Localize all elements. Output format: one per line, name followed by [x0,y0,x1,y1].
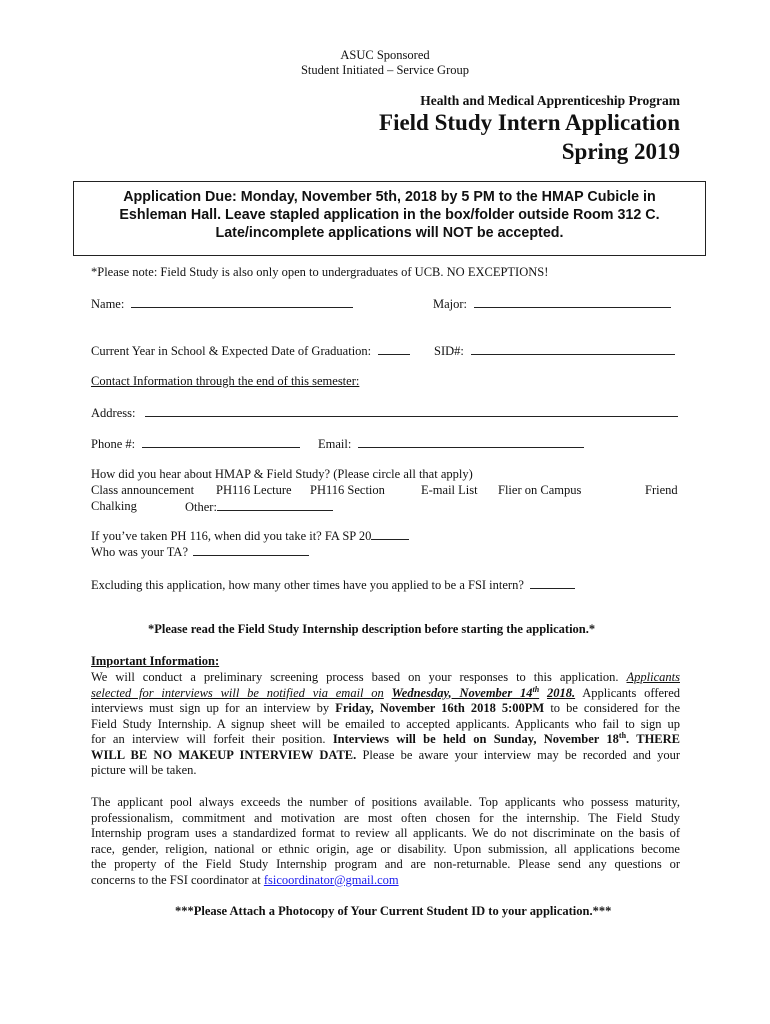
contact-heading: Contact Information through the end of this semester: [91,374,360,388]
phone-label: Phone #: [91,437,136,451]
p1-line-2-sup: th [532,684,540,694]
p1-line-5b: Interviews will be held on Sunday, November 18 [332,732,619,746]
p1-line-6b: Please be aware your interview may be recorded and your [362,747,681,762]
sid-blank[interactable] [471,343,675,355]
p1-line-3b: Friday, November 16th 2018 5:00PM [335,701,545,715]
email-field[interactable] [318,436,584,452]
name-blank[interactable] [131,296,353,308]
important-paragraph [91,670,680,779]
p2-line-1: The applicant pool always exceeds the number of positions available. Top applicants who possess maturity, [91,795,680,809]
other-blank[interactable] [217,499,333,511]
page-title: Field Study Intern Application [379,110,680,135]
ph116-year-blank[interactable] [371,528,409,540]
ta-question: Who was your TA? [91,545,189,559]
times-applied-question: Excluding this application, how many other times have you applied to be a FSI intern? [91,578,524,592]
p2-line-2: professionalism, commitment and motivation are most often chosen for the internship. The Field Study [91,810,680,825]
major-blank[interactable] [474,296,671,308]
due-date-notice-box [73,181,706,256]
hear-option-class-announcement[interactable]: Class announcement [91,483,195,497]
coordinator-email-link[interactable]: fsicoordinator@gmail.com [263,872,399,887]
ph116-question: If you’ve taken PH 116, when did you take it? FA SP 20 [91,529,372,543]
p1-line-5a: for an interview will forfeit their position. [91,732,326,746]
major-label: Major: [433,297,468,311]
year-graduation-label: Current Year in School & Expected Date of Graduation: [91,344,372,358]
address-label: Address: [91,406,136,420]
sid-label: SID#: [434,344,464,358]
times-applied-blank[interactable] [530,577,575,589]
hear-option-ph116-lecture[interactable]: PH116 Lecture [216,483,292,497]
name-label: Name: [91,297,125,311]
ta-blank[interactable] [193,544,309,556]
year-graduation-blank[interactable] [378,343,410,355]
sponsor-line-2: Student Initiated – Service Group [300,63,470,77]
p2-line-5: the property of the Field Study Internship program and are non-returnable. Please send any questions or [91,857,680,871]
p1-line-3a: interviews must sign up for an interview by [91,701,330,715]
p1-line-7: picture will be taken. [91,763,197,777]
times-applied-field[interactable] [91,577,575,593]
email-label: Email: [318,437,352,451]
p1-line-2b: Wednesday, November 14 [391,685,533,700]
p2-line-3: Internship program uses a standardized format to review all applicants. We do not discriminate on the basis of [91,826,680,840]
phone-blank[interactable] [142,436,300,448]
sid-field[interactable] [434,343,675,359]
ta-field[interactable] [91,544,309,560]
notice-line-3: Late/incomplete applications will NOT be accepted. [215,225,564,241]
p1-line-5-sup: th [618,730,627,740]
p2-line-4: race, gender, religion, national or ethnic origin, age or disability. Upon submission, all applications become [91,841,680,856]
hear-option-email-list[interactable]: E-mail List [421,483,478,497]
name-field[interactable] [91,296,353,312]
address-field[interactable] [91,405,678,421]
p1-line-2d: Applicants offered [582,685,681,700]
year-graduation-field[interactable] [91,343,410,359]
address-blank[interactable] [145,405,678,417]
p1-line-1a: We will conduct a preliminary screening process based on your responses to this application. [91,670,619,684]
p1-line-2a: selected for interviews will be notified via email on [91,685,384,700]
program-name: Health and Medical Apprenticeship Program [420,93,680,108]
applicant-pool-paragraph [91,795,680,888]
attach-id-note: ***Please Attach a Photocopy of Your Current Student ID to your application.*** [175,904,612,918]
hear-option-chalking[interactable]: Chalking [91,499,137,513]
read-description-note: *Please read the Field Study Internship description before starting the application.* [148,622,596,636]
hear-option-friend[interactable]: Friend [645,483,678,497]
p1-line-3c: to be considered for the [550,701,681,715]
undergrad-note: *Please note: Field Study is also only open to undergraduates of UCB. NO EXCEPTIONS! [91,265,549,279]
p1-line-5c: . THERE [626,732,681,746]
hear-option-flier[interactable]: Flier on Campus [498,483,582,497]
notice-line-1: Application Due: Monday, November 5th, 2018 by 5 PM to the HMAP Cubicle in [123,189,656,205]
p1-line-2c: 2018. [546,685,576,700]
p1-line-6a: WILL BE NO MAKEUP INTERVIEW DATE. [91,747,357,762]
email-blank[interactable] [358,436,584,448]
major-field[interactable] [433,296,671,312]
p1-line-4: Field Study Internship. A signup sheet will be emailed to accepted applicants. Applicants who fail to sign up [91,716,680,731]
term-title: Spring 2019 [561,139,680,164]
notice-line-2: Eshleman Hall. Leave stapled application in the box/folder outside Room 312 C. [119,207,660,223]
phone-field[interactable] [91,436,300,452]
sponsor-line-1: ASUC Sponsored [340,48,430,62]
hear-question: How did you hear about HMAP & Field Study? (Please circle all that apply) [91,467,473,481]
p1-line-1b: Applicants [626,670,680,684]
hear-option-ph116-section[interactable]: PH116 Section [310,483,385,497]
ph116-field[interactable] [91,528,409,544]
hear-option-other[interactable] [185,499,333,515]
important-heading: Important Information: [91,654,220,668]
other-label: Other: [185,500,217,514]
p2-line-6a: concerns to the FSI coordinator at [91,872,261,887]
